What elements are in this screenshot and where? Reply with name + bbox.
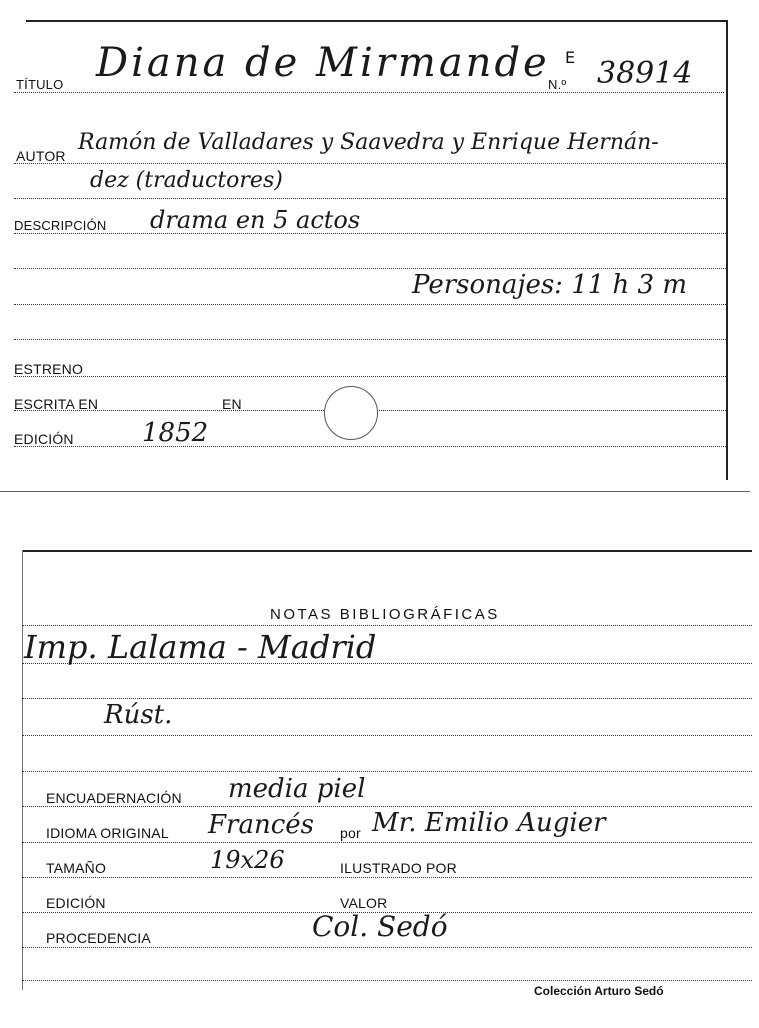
numero-prefix: E (565, 48, 576, 67)
por-label: por (340, 825, 361, 841)
rule-line (22, 842, 752, 843)
titulo-value: Diana de Mirmande (96, 40, 550, 86)
procedencia-value: Col. Sedó (312, 910, 448, 943)
collection-footer: Colección Arturo Sedó (534, 984, 664, 998)
rule-line (22, 947, 752, 948)
idioma-value: Francés (208, 810, 315, 840)
rule-line (14, 198, 726, 199)
card-right-border (726, 20, 728, 480)
nota-line2: Rúst. (104, 700, 173, 730)
notas-heading: NOTAS BIBLIOGRÁFICAS (270, 606, 500, 623)
encuadernacion-label: ENCUADERNACIÓN (46, 790, 182, 806)
autor-value-line1: Ramón de Valladares y Saavedra y Enrique Hernán- (78, 130, 659, 155)
rule-line (14, 268, 726, 269)
rule-line (14, 446, 726, 447)
autor-value-line2: dez (traductores) (90, 168, 283, 193)
autor-label: AUTOR (16, 148, 66, 164)
edicion-label-bottom: EDICIÓN (46, 895, 106, 911)
rule-line (14, 304, 726, 305)
tamano-value: 19x26 (210, 846, 285, 874)
card-top-border (22, 550, 752, 552)
rule-line (22, 771, 752, 772)
ink-blot (324, 386, 378, 440)
rule-line (22, 877, 752, 878)
rule-line (14, 233, 726, 234)
tamano-label: TAMAÑO (46, 860, 107, 876)
personajes-value: Personajes: 11 h 3 m (412, 270, 688, 300)
rule-line (14, 163, 726, 164)
encuadernacion-value: media piel (228, 774, 366, 804)
catalog-card-bottom (0, 540, 759, 1028)
numero-label: N.º (548, 77, 567, 92)
numero-value: 38914 (597, 56, 693, 91)
rule-line (22, 806, 752, 807)
idioma-label: IDIOMA ORIGINAL (46, 825, 169, 841)
card-top-border (26, 20, 726, 22)
estreno-label: ESTRENO (14, 361, 84, 377)
catalog-card-top (0, 0, 759, 492)
por-value: Mr. Emilio Augier (372, 808, 606, 838)
rule-line (22, 625, 752, 626)
edicion-value: 1852 (142, 418, 209, 448)
edicion-label: EDICIÓN (14, 431, 74, 447)
ilustrado-label: ILUSTRADO POR (340, 860, 457, 876)
rule-line (14, 92, 724, 93)
en-label: EN (222, 396, 242, 412)
escrita-en-label: ESCRITA EN (14, 396, 99, 412)
procedencia-label: PROCEDENCIA (46, 930, 151, 946)
descripcion-value: drama en 5 actos (150, 206, 361, 234)
nota-line1: Imp. Lalama - Madrid (24, 628, 377, 666)
rule-line (22, 735, 752, 736)
rule-line (22, 698, 752, 699)
rule-line (14, 376, 726, 377)
card-left-border (22, 550, 23, 990)
titulo-label: TÍTULO (16, 77, 64, 92)
descripcion-label: DESCRIPCIÓN (14, 218, 107, 233)
rule-line (14, 339, 726, 340)
valor-label: VALOR (340, 895, 388, 911)
rule-line (22, 980, 752, 981)
card-bottom-edge (0, 491, 750, 492)
